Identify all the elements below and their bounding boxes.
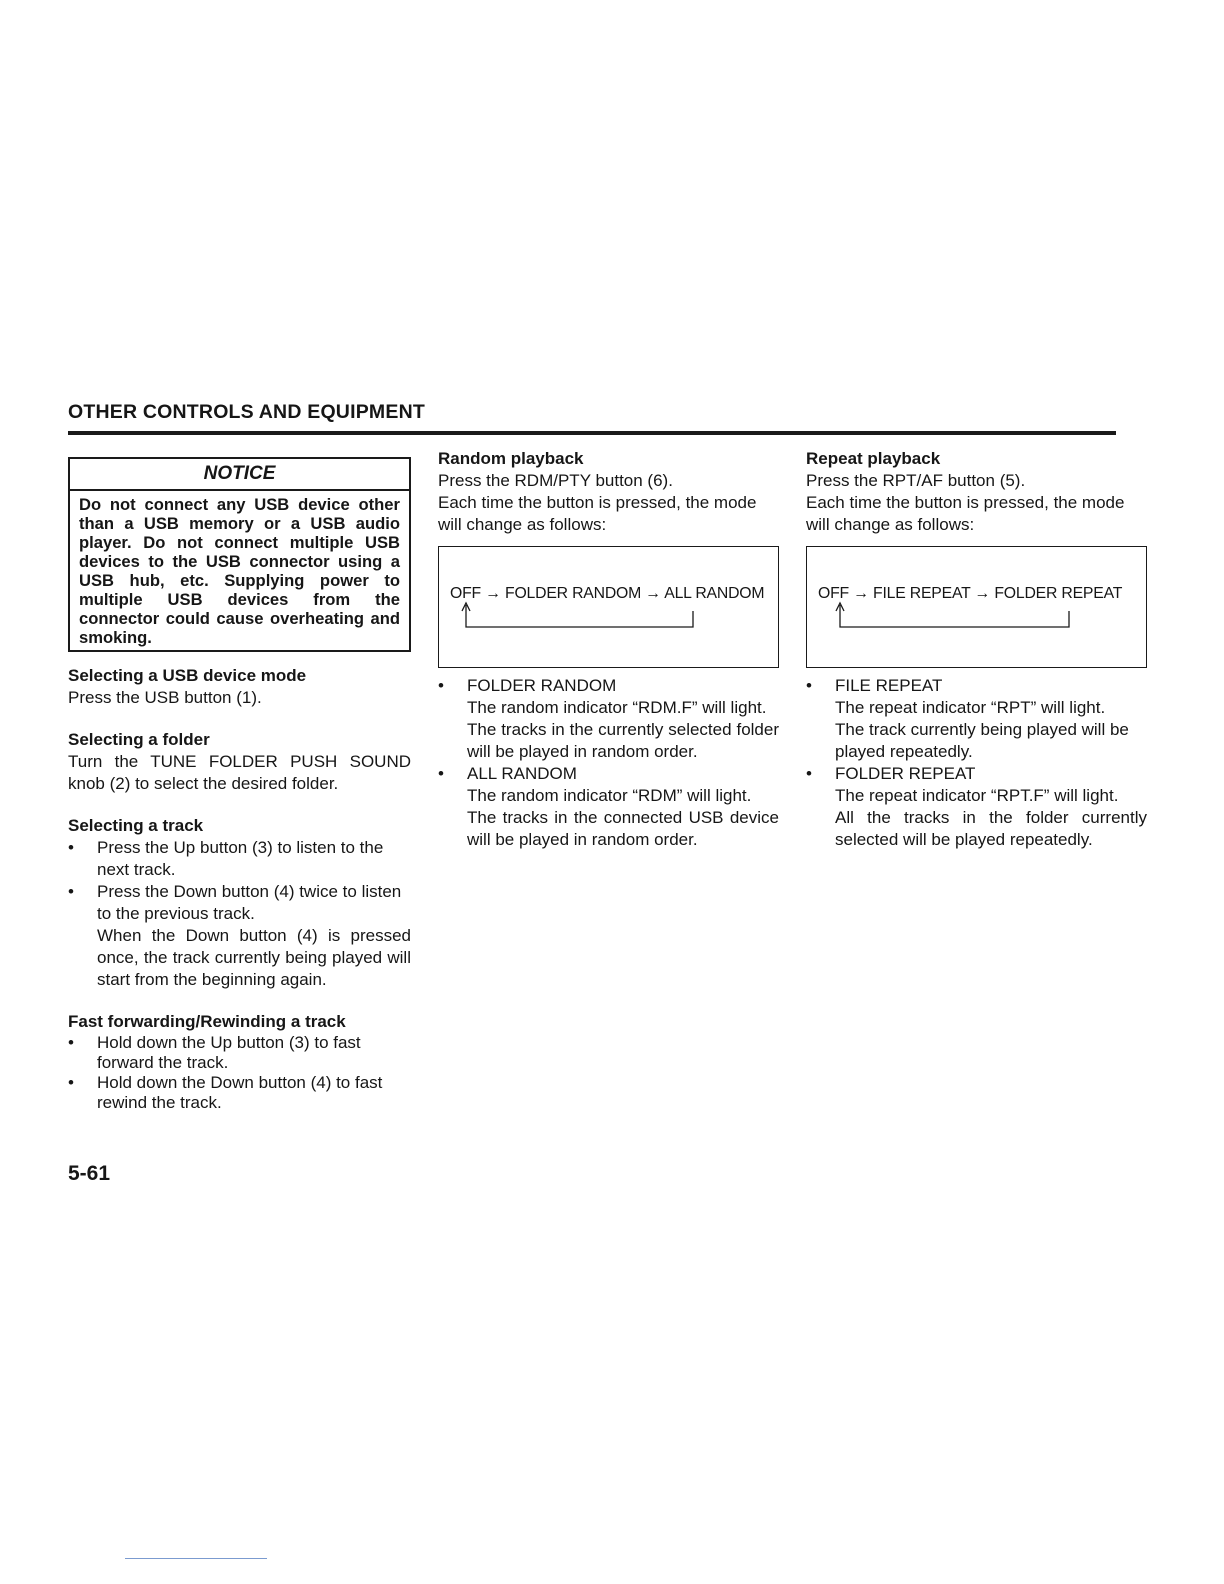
flow-mode-2: ALL RANDOM xyxy=(664,585,765,602)
usb-mode-heading: Selecting a USB device mode xyxy=(68,666,307,685)
random-item-text-1: The random indicator “RDM.F” will light. xyxy=(467,698,767,717)
bullet-icon: • xyxy=(68,838,74,857)
bullet-icon: • xyxy=(68,1073,74,1092)
list-item xyxy=(806,763,1147,851)
repeat-column xyxy=(806,448,1147,851)
bullet-icon: • xyxy=(438,676,444,695)
random-column xyxy=(438,448,779,851)
flow-mode-1: FILE REPEAT xyxy=(873,585,971,602)
notice-text: Do not connect any USB device other than a USB memory or a USB audio player. Do not connect multiple USB devices to the USB connector using a USB hub, etc. Supplying power to multiple USB devices from the connector could cause overheating and smoking. xyxy=(79,495,400,647)
page-number: 5-61 xyxy=(68,1162,111,1185)
footer-divider xyxy=(125,1558,267,1559)
arrow-right-icon: → xyxy=(485,585,501,602)
list-item xyxy=(68,837,411,881)
track-section xyxy=(68,815,411,991)
bullet-icon: • xyxy=(68,1033,74,1052)
flow-mode-2: FOLDER REPEAT xyxy=(994,585,1123,602)
track-heading: Selecting a track xyxy=(68,816,204,835)
bullet-icon: • xyxy=(806,764,812,783)
bullet-icon: • xyxy=(68,882,74,901)
folder-text: Turn the TUNE FOLDER PUSH SOUND knob (2) to select the desired folder. xyxy=(68,752,411,793)
random-item-text-1: The random indicator “RDM” will light. xyxy=(467,786,752,805)
repeat-line-1: Press the RPT/AF button (5). xyxy=(806,471,1026,490)
flow-mode-1: FOLDER RANDOM xyxy=(505,585,642,602)
fast-section xyxy=(68,1011,411,1113)
repeat-item-label: FOLDER REPEAT xyxy=(835,764,976,783)
list-item xyxy=(438,763,779,851)
list-item xyxy=(68,1073,411,1113)
usb-mode-section xyxy=(68,665,411,709)
folder-section xyxy=(68,729,411,795)
page-header xyxy=(68,401,1116,435)
flow-off: OFF xyxy=(450,585,481,602)
random-mode-diagram xyxy=(438,546,779,668)
random-line-1: Press the RDM/PTY button (6). xyxy=(438,471,673,490)
list-item xyxy=(806,675,1147,763)
bullet-icon: • xyxy=(806,676,812,695)
notice-title: NOTICE xyxy=(70,459,409,491)
track-bullet-1: Press the Up button (3) to listen to the next track. xyxy=(97,838,384,879)
arrow-right-icon: → xyxy=(974,585,991,602)
folder-heading: Selecting a folder xyxy=(68,730,210,749)
list-item xyxy=(68,1033,411,1073)
loop-arrow-icon xyxy=(439,547,779,667)
list-item xyxy=(68,881,411,991)
repeat-mode-diagram xyxy=(806,546,1147,668)
usb-mode-text: Press the USB button (1). xyxy=(68,688,262,707)
page-title: OTHER CONTROLS AND EQUIPMENT xyxy=(68,401,425,423)
track-bullet-2-note: When the Down button (4) is pressed once, the track currently being played will start from the beginning again. xyxy=(97,926,411,989)
random-item-label: FOLDER RANDOM xyxy=(467,676,617,695)
repeat-item-label: FILE REPEAT xyxy=(835,676,943,695)
fast-bullet-2: Hold down the Down button (4) to fast rewind the track. xyxy=(97,1073,383,1112)
repeat-item-text-1: The repeat indicator “RPT.F” will light. xyxy=(835,786,1119,805)
loop-arrow-icon xyxy=(807,547,1147,667)
arrow-right-icon: → xyxy=(645,585,661,602)
repeat-item-text-2: The track currently being played will be played repeatedly. xyxy=(835,720,1129,761)
repeat-line-2: Each time the button is pressed, the mode will change as follows: xyxy=(806,493,1125,534)
random-item-label: ALL RANDOM xyxy=(467,764,577,783)
fast-bullet-1: Hold down the Up button (3) to fast forward the track. xyxy=(97,1033,361,1072)
repeat-heading: Repeat playback xyxy=(806,449,941,468)
flow-off: OFF xyxy=(818,585,849,602)
random-item-text-2: The tracks in the currently selected folder will be played in random order. xyxy=(467,720,779,761)
list-item xyxy=(438,675,779,763)
random-heading: Random playback xyxy=(438,449,584,468)
repeat-item-text-1: The repeat indicator “RPT” will light. xyxy=(835,698,1106,717)
left-column xyxy=(68,457,411,1113)
random-line-2: Each time the button is pressed, the mode will change as follows: xyxy=(438,493,757,534)
notice-box xyxy=(68,457,411,652)
random-item-text-2: The tracks in the connected USB device will be played in random order. xyxy=(467,808,779,849)
fast-heading: Fast forwarding/Rewinding a track xyxy=(68,1012,346,1031)
repeat-item-text-2: All the tracks in the folder currently selected will be played repeatedly. xyxy=(835,808,1147,849)
track-bullet-2: Press the Down button (4) twice to listen to the previous track. xyxy=(97,882,402,923)
bullet-icon: • xyxy=(438,764,444,783)
arrow-right-icon: → xyxy=(853,585,869,602)
